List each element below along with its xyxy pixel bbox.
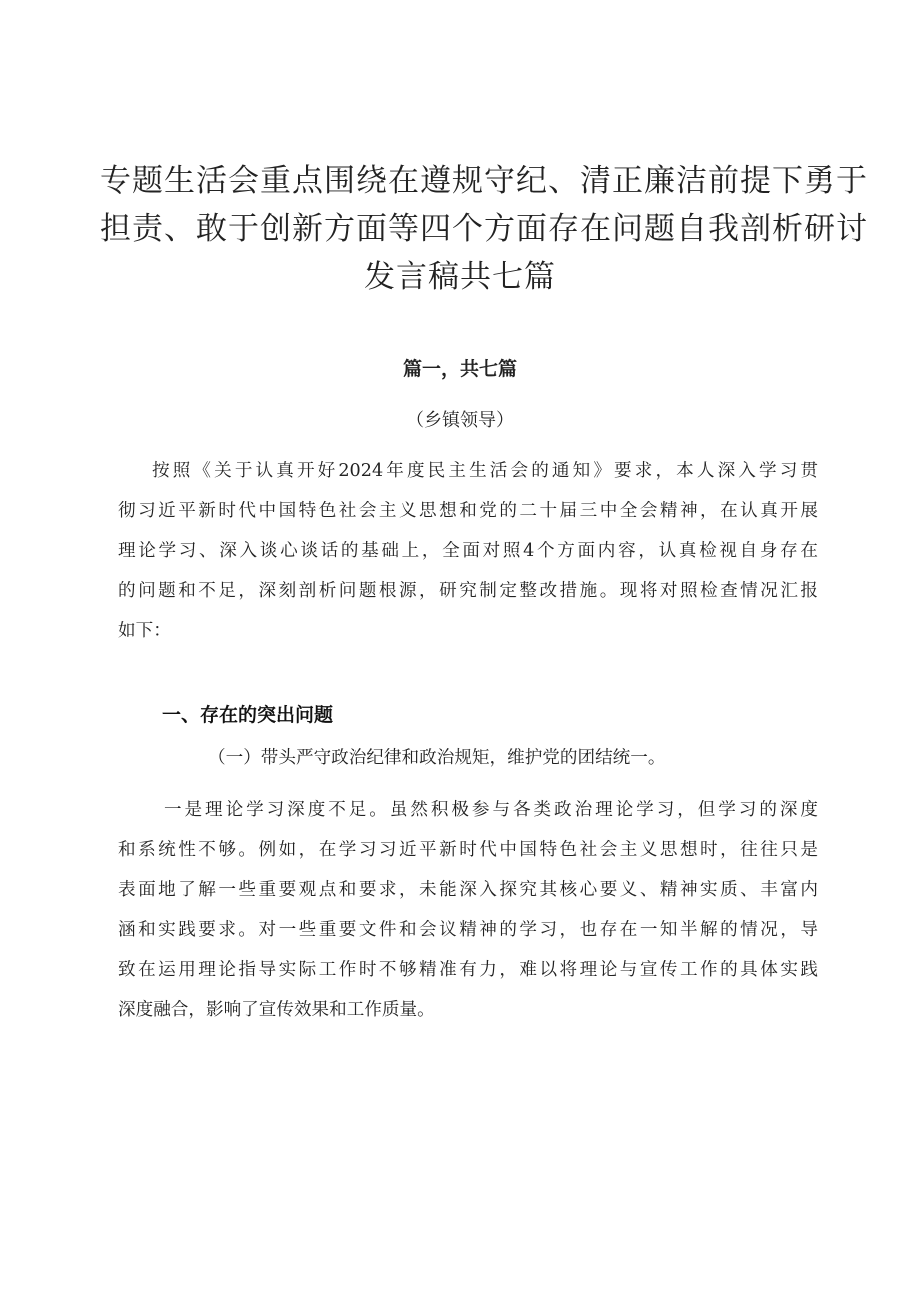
intro-line: 彻习近平新时代中国特色社会主义思想和党的二十届三中全会精神，在认真开展 — [118, 501, 818, 521]
section-subtitle: （乡镇领导） — [406, 410, 514, 431]
body-line: 表面地了解一些重要观点和要求，未能深入探究其核心要义、精神实质、丰富内 — [118, 880, 818, 900]
intro-line: 的问题和不足，深刻剖析问题根源，研究制定整改措施。现将对照检查情况汇报 — [118, 581, 818, 601]
intro-line: 如下： — [118, 621, 171, 641]
subheading-political-discipline: （一）带头严守政治纪律和政治规矩，维护党的团结统一。 — [208, 748, 666, 768]
heading-problems: 一、存在的突出问题 — [162, 704, 334, 726]
body-paragraph — [118, 790, 818, 1030]
title-line-1: 专题生活会重点围绕在遵规守纪、清正廉洁前提下勇于 — [100, 163, 868, 199]
title-line-3: 发言稿共七篇 — [364, 259, 556, 295]
body-line: 一是理论学习深度不足。虽然积极参与各类政治理论学习，但学习的深度 — [164, 800, 818, 820]
document-title — [100, 157, 868, 301]
intro-line: 理论学习、深入谈心谈话的基础上，全面对照4个方面内容，认真检视自身存在 — [118, 541, 818, 561]
body-line: 和系统性不够。例如，在学习习近平新时代中国特色社会主义思想时，往往只是 — [118, 840, 818, 860]
body-line: 涵和实践要求。对一些重要文件和会议精神的学习，也存在一知半解的情况，导 — [118, 920, 818, 940]
section-title: 篇一，共七篇 — [402, 358, 517, 380]
title-line-2: 担责、敢于创新方面等四个方面存在问题自我剖析研讨 — [100, 211, 868, 247]
body-line: 致在运用理论指导实际工作时不够精准有力，难以将理论与宣传工作的具体实践 — [118, 960, 818, 980]
intro-paragraph — [118, 451, 818, 651]
intro-line: 按照《关于认真开好2024年度民主生活会的通知》要求，本人深入学习贯 — [152, 461, 818, 481]
body-line: 深度融合，影响了宣传效果和工作质量。 — [118, 1000, 435, 1020]
